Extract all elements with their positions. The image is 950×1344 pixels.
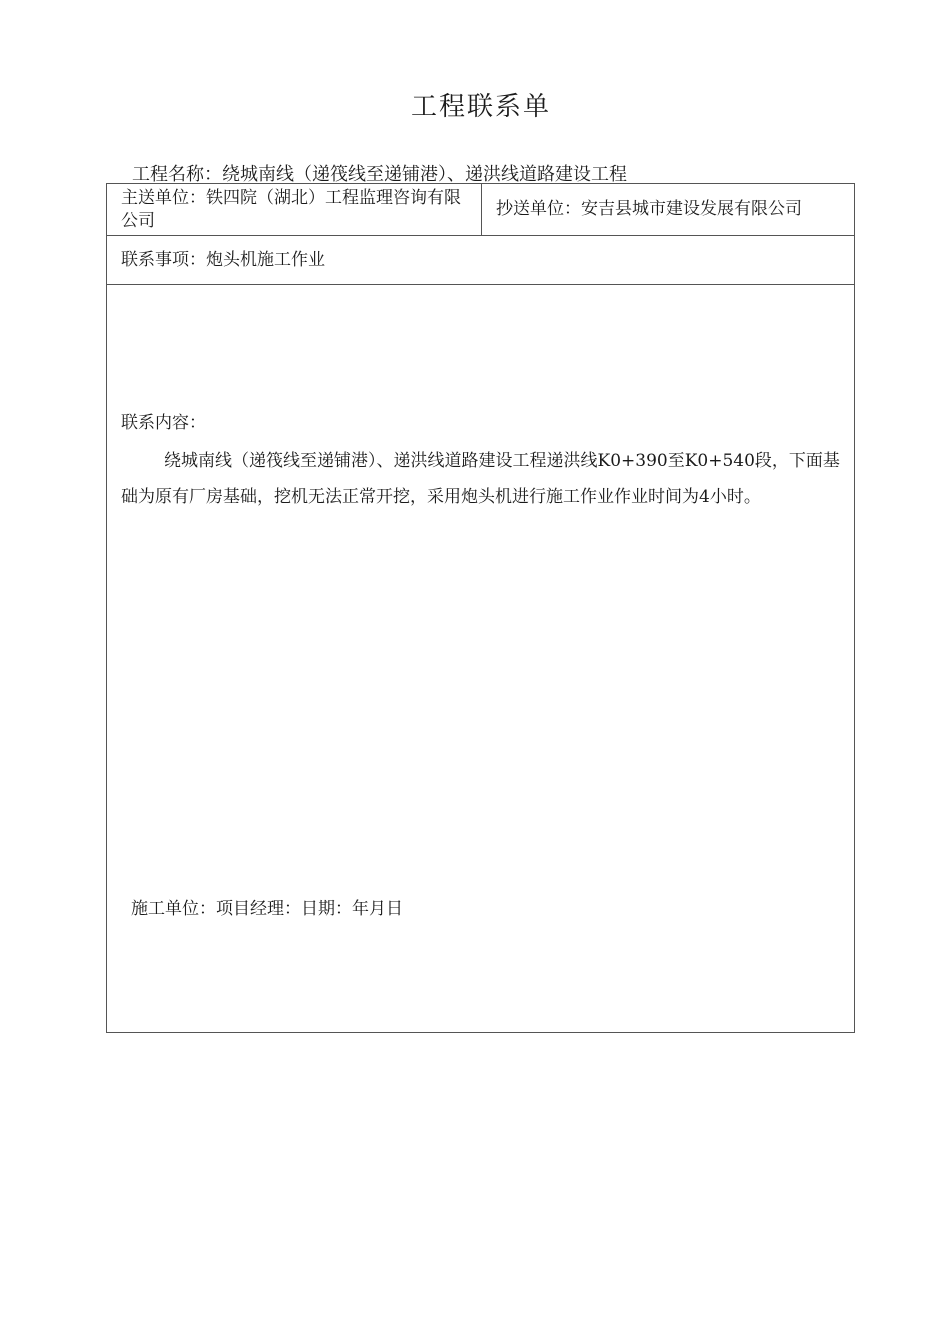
signature-footer: 施工单位：项目经理：日期：年月日 bbox=[131, 899, 403, 919]
cc-unit-cell: 抄送单位：安吉县城市建设发展有限公司 bbox=[496, 199, 802, 219]
content-section bbox=[107, 285, 854, 1032]
project-name-line: 工程名称：绕城南线（递筏线至递铺港）、递洪线道路建设工程 bbox=[132, 164, 627, 185]
sender-unit-cell: 主送单位：铁四院（湖北）工程监理咨询有限公司 bbox=[107, 184, 482, 235]
subject-row: 联系事项：炮头机施工作业 bbox=[107, 236, 854, 285]
document-title: 工程联系单 bbox=[410, 92, 551, 122]
contact-form-table bbox=[106, 183, 855, 1033]
content-body: 绕城南线（递筏线至递铺港）、递洪线道路建设工程递洪线K0+390至K0+540段，下面基础为原有厂房基础，挖机无法正常开挖，采用炮头机进行施工作业作业时间为4小时。 bbox=[121, 451, 840, 507]
content-label: 联系内容： bbox=[121, 413, 206, 433]
units-row bbox=[107, 184, 854, 236]
